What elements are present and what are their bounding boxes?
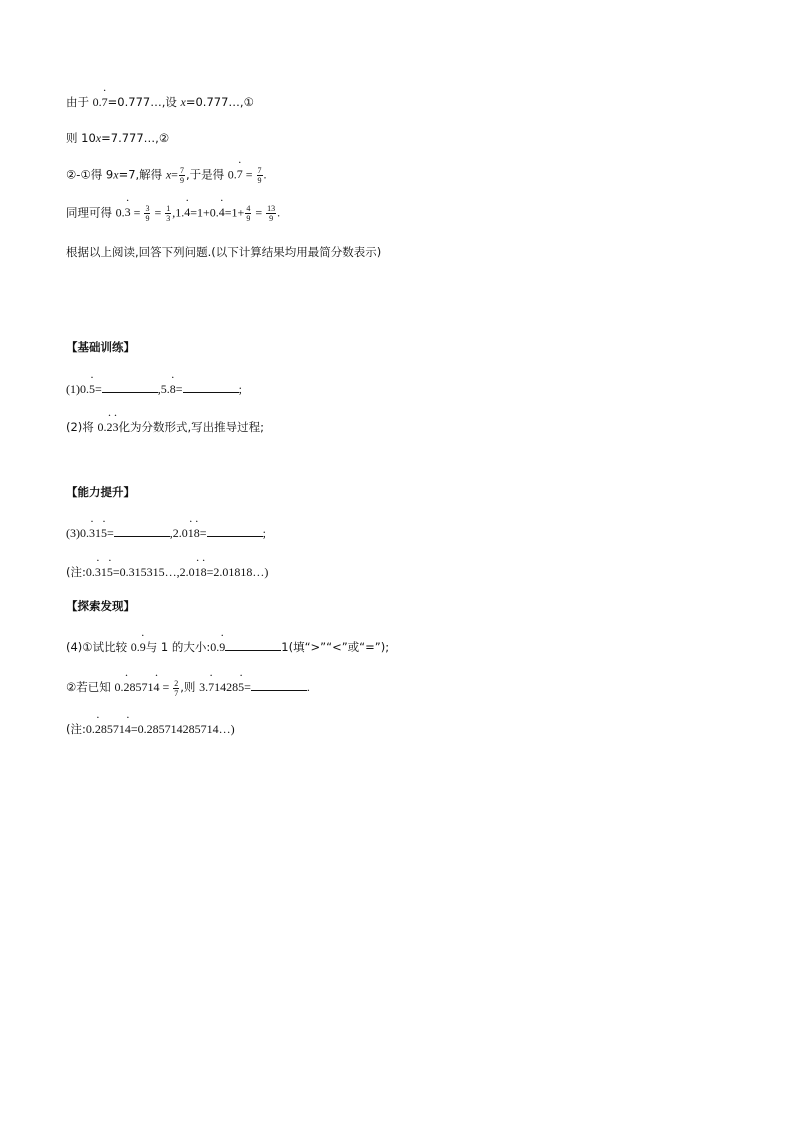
text: (注:: [66, 565, 86, 579]
text: 则 10: [66, 131, 96, 145]
text: =0.777…,①: [185, 95, 254, 109]
variable-x: x: [165, 167, 172, 182]
section-heading-ability: 【能力提升】: [66, 485, 135, 499]
repeating-digit: · 8: [201, 564, 207, 580]
numerator: 3: [145, 204, 150, 213]
number-int: 0.: [114, 680, 124, 694]
text: 由于: [66, 95, 93, 109]
numerator: 7: [179, 166, 184, 175]
passage-line-3: [66, 166, 267, 185]
repeating-digit: · 3: [125, 204, 131, 220]
number-int: 0.: [210, 640, 220, 654]
text: ,于是得: [185, 167, 228, 182]
fraction: [144, 204, 150, 223]
equals: =: [130, 205, 144, 220]
text: =2.01818…): [206, 565, 269, 579]
passage-line-4: [66, 204, 280, 223]
text: =0.285714285714…): [130, 722, 235, 736]
text: ,: [157, 382, 161, 396]
digits: 8571: [100, 722, 125, 736]
digits: 8571: [129, 680, 154, 694]
fraction: [257, 166, 263, 185]
number-int: 0.: [97, 420, 107, 434]
question-2: [66, 419, 264, 435]
equals: =: [151, 205, 165, 220]
repeating-digit: · 3: [95, 564, 101, 580]
question-label: (2)将: [66, 420, 98, 434]
repeating-digit: · 9: [219, 639, 225, 655]
question-4-part-2: [66, 678, 310, 698]
question-3: [66, 524, 266, 541]
number-int: 0.: [80, 382, 89, 396]
repeating-digit: · 8: [194, 525, 200, 541]
text: 与 1 的大小:: [145, 640, 211, 654]
fraction: [266, 204, 276, 223]
repeating-digit: · 4: [153, 679, 159, 695]
digit: 1: [100, 565, 107, 579]
repeating-digit: · 7: [208, 679, 214, 695]
equals: =: [199, 526, 207, 540]
text: =0.315315…,: [112, 565, 180, 579]
question-1: [66, 380, 242, 397]
passage-line-1: [66, 94, 254, 110]
numerator: 2: [174, 678, 179, 688]
denominator: 9: [269, 214, 274, 223]
text: =7,解得: [118, 167, 166, 182]
text: ;: [238, 382, 242, 396]
text: ,: [172, 205, 176, 220]
denominator: 9: [246, 214, 251, 223]
question-label: (1): [66, 382, 80, 396]
number-int: 0.: [85, 722, 95, 736]
text: 同理可得: [66, 205, 116, 220]
denominator: 3: [166, 214, 171, 223]
section-heading-explore: 【探索发现】: [66, 599, 135, 613]
number-int: 2.0: [172, 526, 188, 540]
section-heading-basic: 【基础训练】: [66, 340, 135, 354]
equals: =: [171, 167, 178, 182]
numerator: 7: [257, 166, 262, 175]
text: .: [306, 680, 310, 694]
text: ②若已知: [66, 680, 115, 694]
text: ,: [169, 526, 173, 540]
instruction-text: 根据以上阅读,回答下列问题.(以下计算结果均用最简分数表示): [66, 245, 382, 259]
number-int: 0.: [130, 640, 140, 654]
equals: =: [244, 680, 251, 694]
answer-blank[interactable]: [102, 380, 158, 393]
variable-x: x: [113, 167, 119, 182]
text: ;: [262, 526, 266, 540]
number-int: 2.0: [179, 565, 195, 579]
fraction: [179, 166, 185, 185]
repeating-digit: · 5: [89, 381, 95, 397]
variable-x: x: [95, 131, 102, 145]
number-int: 0.: [115, 205, 125, 220]
text: ②-①得 9: [66, 167, 114, 182]
number-int: 3.: [199, 680, 209, 694]
repeating-digit: · 3: [89, 525, 95, 541]
equals: =: [159, 680, 173, 694]
repeating-digit: · 3: [112, 419, 118, 435]
answer-blank[interactable]: [225, 638, 281, 651]
passage-line-2: [66, 130, 169, 146]
repeating-digit: · 2: [123, 679, 129, 695]
question-label: (4)①试比较: [66, 640, 131, 654]
number-int: 0.: [209, 205, 219, 220]
answer-blank[interactable]: [207, 524, 263, 537]
denominator: 7: [174, 688, 179, 698]
text: (注:: [66, 722, 86, 736]
equals: =: [95, 382, 102, 396]
fraction: [173, 679, 179, 698]
variable-x: x: [180, 95, 186, 109]
repeating-digit: · 5: [238, 679, 244, 695]
repeating-digit: · 4: [219, 204, 225, 220]
repeating-digit: · 2: [106, 419, 112, 435]
number-int: 0.: [85, 565, 95, 579]
text: =1+: [190, 205, 210, 220]
number-int: 1.: [175, 205, 185, 220]
equals: =: [242, 167, 256, 182]
note-2: [66, 721, 235, 737]
numerator: 1: [166, 204, 171, 213]
repeating-digit: · 9: [140, 639, 146, 655]
denominator: 9: [257, 176, 262, 185]
text: =1+: [224, 205, 245, 220]
text: .: [277, 205, 281, 220]
text: 1(填“>”“<”或“=”);: [281, 640, 390, 654]
repeating-digit: · 7: [102, 94, 108, 110]
equals: =: [107, 526, 114, 540]
digit: 1: [95, 526, 101, 540]
text: 化为分数形式,写出推导过程;: [118, 420, 264, 434]
number-int: 0.: [227, 167, 237, 182]
repeating-digit: · 4: [125, 721, 131, 737]
denominator: 9: [179, 176, 184, 185]
text: =7.777…,②: [101, 131, 170, 145]
repeating-digit: · 4: [184, 204, 190, 220]
text: ,则: [180, 680, 200, 694]
fraction: [245, 204, 251, 223]
digits: 1428: [214, 680, 239, 694]
question-4: [66, 638, 389, 655]
repeating-digit: · 5: [107, 564, 113, 580]
number-int: 0.: [80, 526, 89, 540]
text: .: [263, 167, 267, 182]
question-label: (3): [66, 526, 80, 540]
answer-blank[interactable]: [251, 678, 307, 691]
note-1: [66, 564, 268, 580]
numerator: 4: [246, 204, 251, 213]
repeating-digit: · 5: [101, 525, 107, 541]
equals: =: [252, 205, 266, 220]
answer-blank[interactable]: [183, 380, 239, 393]
number-int: 5.: [160, 382, 170, 396]
text: =0.777…,设: [107, 95, 181, 109]
repeating-digit: · 1: [188, 525, 194, 541]
repeating-digit: · 2: [95, 721, 101, 737]
equals: =: [175, 382, 183, 396]
answer-blank[interactable]: [114, 524, 170, 537]
fraction: [165, 204, 171, 223]
denominator: 9: [145, 214, 150, 223]
numerator: 13: [267, 204, 276, 213]
repeating-digit: · 7: [237, 166, 243, 182]
repeating-digit: · 1: [195, 564, 201, 580]
repeating-digit: · 8: [170, 381, 176, 397]
number-int: 0.: [92, 95, 102, 109]
